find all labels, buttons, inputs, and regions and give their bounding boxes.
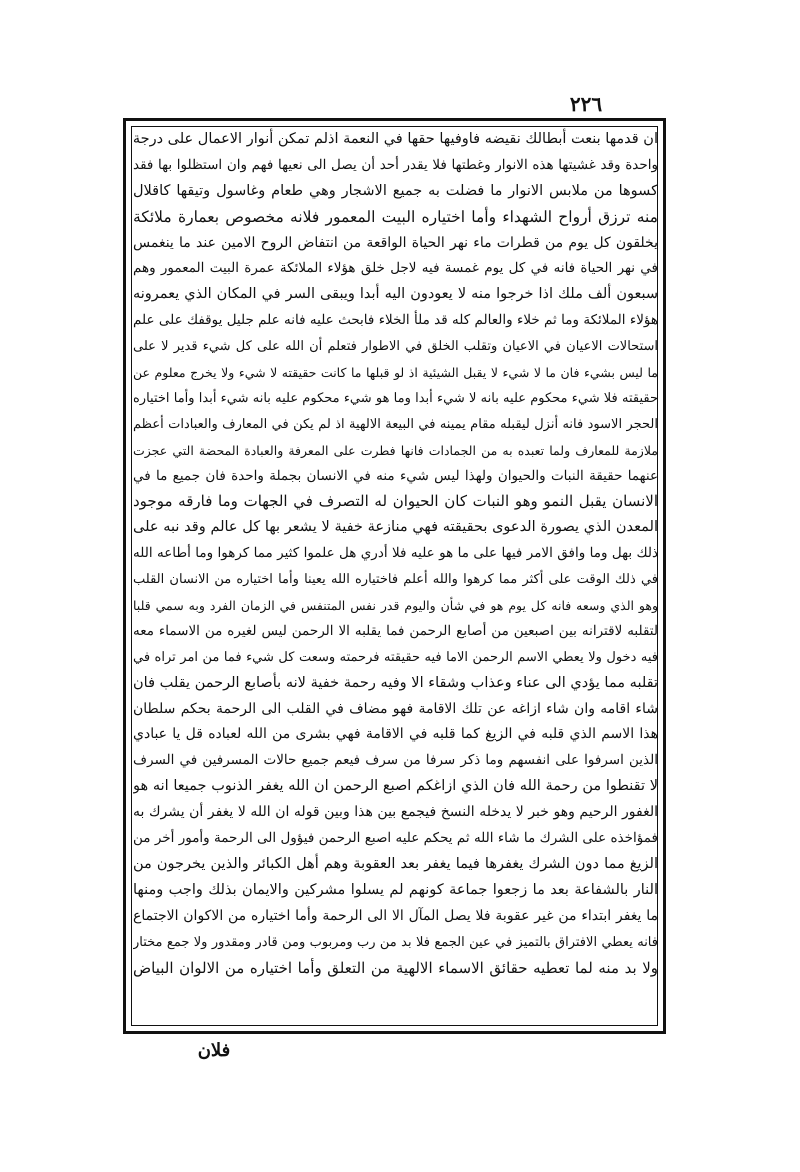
text-line: في ذلك الوقت على أكثر مما كرهوا والله أعلم فاختياره الله يعينا وأما اختياره من الانسان القلب bbox=[133, 572, 658, 588]
text-line: هذا الاسم الذي قلبه في الزيغ كما قلبه في الاقامة فهي بشرى من الله لعباده قل يا عبادي bbox=[133, 726, 658, 743]
text-line: المعدن الذي يصورة الدعوى بحقيقته فهي منازعة خفية لا يشعر بها كل عالم وقد نبه على bbox=[133, 519, 658, 536]
text-line: عنهما حقيقة النبات والحيوان ولهذا ليس شيء منه في الانسان بجملة واحدة فان جميع ما في bbox=[133, 467, 658, 484]
text-line: ذلك بهل وما وافق الامر فيها على ما هو عليه فلا أدري هل علموا كثير مما كرهوا وما أطاعه الله bbox=[133, 545, 658, 562]
text-line: الحجر الاسود فانه أنزل ليقبله مقام يمينه في البيعة الالهية اذ لم يكن في المعارف والعبادات أعظم bbox=[133, 416, 658, 432]
body-text bbox=[133, 127, 658, 981]
text-line: منه ترزق أرواح الشهداء وأما اختياره البيت المعمور فلانه مخصوص بعمارة ملائكة bbox=[133, 207, 658, 226]
page-number: ٢٢٦ bbox=[569, 92, 603, 116]
text-line: ان قدمها بنعت أبطالك نقيضه فاوفيها حقها في النعمة اذلم تمكن أنوار الاعمال على درجة bbox=[133, 131, 658, 147]
text-line: وهو الذي وسعه فانه كل يوم هو في شأن واليوم قدر نفس المتنفس في الزمان الفرد وبه سمي قلبا bbox=[133, 598, 658, 614]
text-line: فيه دخول ولا يعطي الاسم الرحمن الاما فيه حقيقته فرحمته وسعت كل شيء فما من امر تراه في bbox=[133, 649, 658, 665]
text-line: واحدة وقد غشيتها هذه الانوار وغطتها فلا يقدر أحد أن يصل الى نعيها فهم وان استظلوا بها فقد bbox=[133, 156, 658, 173]
text-line: لا تقنطوا من رحمة الله فان الذي ازاغكم اصبع الرحمن ان الله يغفر الذنوب جميعا انه هو bbox=[133, 778, 658, 795]
text-line: الذين اسرفوا على انفسهم وما ذكر سرفا من سرف فيعم جميع حالات المسرفين في السرف bbox=[133, 752, 658, 769]
text-line: الانسان يقبل النمو وهو النبات كان الحيوان له التصرف في الجهات وما فارقه موجود bbox=[133, 492, 658, 511]
text-line: الزيغ مما دون الشرك يغفرها فيما يغفر بعد العقوبة وهم أهل الكبائر والذين يخرجون من bbox=[133, 855, 658, 872]
text-line: لتقلبه لاقترانه بين اصبعين من أصابع الرحمن فما يقلبه الا الرحمن ليس لغيره من الاسماء معه bbox=[133, 622, 658, 639]
text-line: فانه يعطي الافتراق بالتميز في عين الجمع فلا بد من رب ومربوب ومن قادر ومقدور ولا جمع مختار bbox=[133, 934, 658, 950]
text-line: ولا بد منه لما تعطيه حقائق الاسماء الالهية من التعلق وأما اختياره من الالوان البياض bbox=[133, 958, 658, 977]
text-line: ما يغفر ابتداء من غير عقوبة فلا يصل المآل الا الى الرحمة وأما اختياره من الاكوان الاجتماع bbox=[133, 907, 658, 924]
text-line: النار بالشفاعة بعد ما زجعوا جماعة كونهم لم يسلوا مشركين والايمان بذلك واجب ومنها bbox=[133, 881, 658, 898]
text-line: كسوها من ملابس الانوار ما فضلت به جميع الاشجار وهي طعام وغاسول وتيقها كاقلال bbox=[133, 182, 658, 199]
text-line: شاء اقامه وان شاء ازاغه عن تلك الاقامة فهو مضاف في القلب الى الرحمة بحكم سلطان bbox=[133, 700, 658, 717]
text-line: استحالات الاعيان في الاعيان وتقلب الخلق في الاطوار فتعلم أن الله على كل شيء قدير لا على bbox=[133, 339, 658, 355]
text-line: في نهر الحياة فانه في كل يوم غمسة فيه لاجل خلق هؤلاء الملائكة عمرة البيت المعمور وهم bbox=[133, 260, 658, 277]
text-line: سبعون ألف ملك اذا خرجوا منه لا يعودون اليه أبدا ويبقى السر في المكان الذي يعمرونه bbox=[133, 286, 658, 303]
text-line: ما ليس بشيء فان ما لا شيء لا يقبل الشيئية اذ لو قبلها ما كانت حقيقته لا شيء ولا يخرج معلوم عن bbox=[133, 365, 658, 381]
catchword: فلان bbox=[197, 1040, 231, 1061]
text-line: الغفور الرحيم وهو خبر لا يدخله النسخ فيجمع بين هذا وبين قوله ان الله لا يغفر أن يشرك به bbox=[133, 804, 658, 821]
text-line: فمؤاخذه على الشرك ما شاء الله ثم يحكم عليه اصبع الرحمن فيؤول الى الرحمة وأمور أخر من bbox=[133, 830, 658, 847]
text-line: ملازمة للمعارف ولما تعبده به من الجمادات فانها فطرت على المعرفة والعبادة المحضة التي عجزت bbox=[133, 442, 658, 458]
text-line: يخلقون كل يوم من قطرات ماء نهر الحياة الواقعة من انتفاض الروح الامين عند ما ينغمس bbox=[133, 234, 658, 251]
text-line: حقيقته فلا شيء محكوم عليه بانه لا شيء أبدا وما هو شيء محكوم عليه بانه شيء أبدا وأما اختياره bbox=[133, 390, 658, 406]
text-line: هؤلاء الملائكة وما ثم خلاء والعالم كله قد ملأ الخلاء فابحث عليه فانه علم جليل يوقفك على علم bbox=[133, 312, 658, 329]
text-line: تقلبه مما يؤدي الى عناء وعذاب وشقاء الا وفيه رحمة خفية لانه بأصابع الرحمن يقلب فان bbox=[133, 674, 658, 691]
